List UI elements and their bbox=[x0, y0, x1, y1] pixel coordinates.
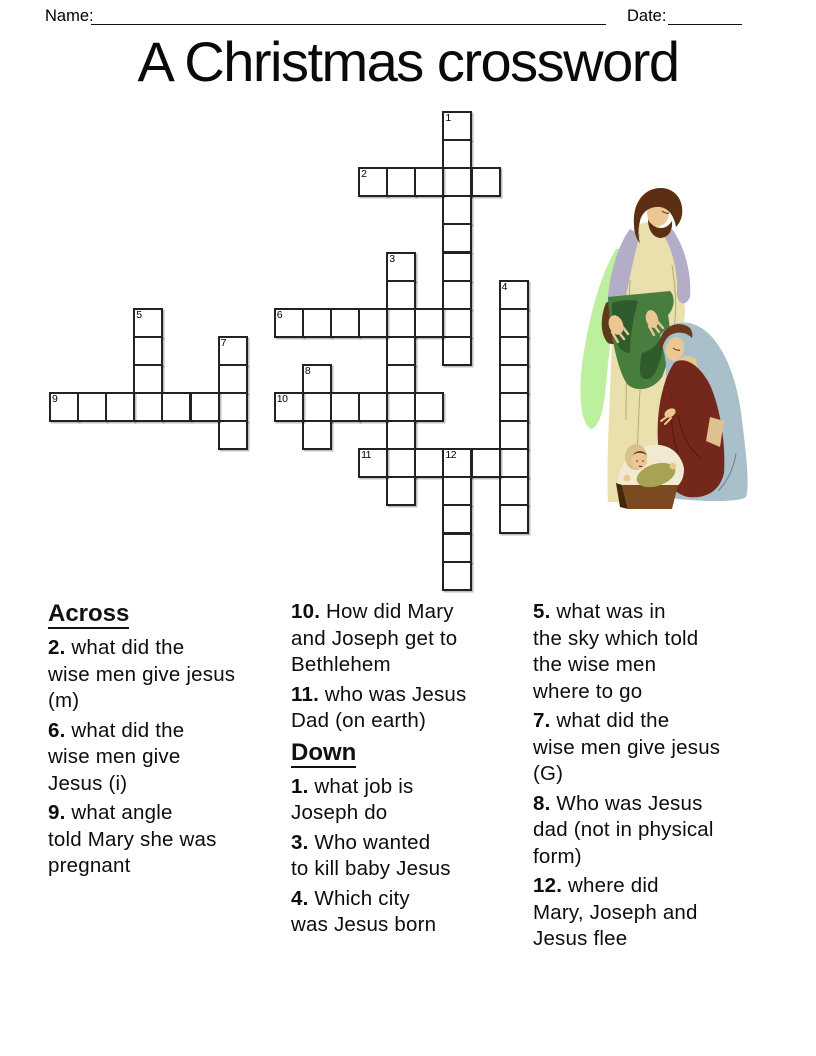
crossword-cell[interactable] bbox=[499, 448, 529, 478]
cell-number: 12 bbox=[445, 449, 457, 462]
crossword-cell[interactable] bbox=[414, 392, 444, 422]
crossword-cell[interactable] bbox=[302, 420, 332, 450]
clue: 1. what job is Joseph do bbox=[291, 774, 414, 824]
cell-number: 1 bbox=[445, 112, 451, 124]
crossword-cell[interactable] bbox=[442, 111, 472, 141]
crossword-cell[interactable] bbox=[386, 392, 416, 422]
clue: 2. what did the wise men give jesus (m) bbox=[48, 636, 236, 712]
clue: 10. How did Mary and Joseph get to Bethlehem bbox=[291, 600, 458, 676]
crossword-cell[interactable] bbox=[133, 392, 163, 422]
clue-number: 7. bbox=[533, 709, 551, 732]
crossword-cell[interactable] bbox=[442, 504, 472, 534]
clue: 7. what did the wise men give jesus (G) bbox=[533, 709, 721, 785]
cell-number: 5 bbox=[136, 308, 142, 321]
clue-number: 1. bbox=[291, 774, 309, 798]
crossword-cell[interactable] bbox=[161, 392, 191, 422]
crossword-cell[interactable] bbox=[105, 392, 135, 422]
crossword-cell[interactable] bbox=[442, 252, 472, 282]
clues-column-1 bbox=[48, 599, 291, 883]
crossword-cell[interactable] bbox=[358, 167, 388, 197]
crossword-cell[interactable] bbox=[302, 308, 332, 338]
crossword-cell[interactable] bbox=[218, 364, 248, 394]
crossword-cell[interactable] bbox=[499, 336, 529, 366]
clue-number: 10. bbox=[291, 600, 321, 623]
crossword-cell[interactable] bbox=[442, 533, 472, 563]
crossword-cell[interactable] bbox=[218, 392, 248, 422]
clue: 9. what angle told Mary she was pregnant bbox=[48, 801, 217, 877]
cell-number: 2 bbox=[361, 168, 367, 181]
clue: 8. Who was Jesus dad (not in physical form) bbox=[533, 791, 714, 868]
crossword-cell[interactable] bbox=[471, 167, 501, 197]
clue-number: 5. bbox=[533, 600, 551, 623]
clue: 11. who was Jesus Dad (on earth) bbox=[291, 682, 467, 732]
crossword-cell[interactable] bbox=[442, 167, 472, 197]
crossword-cell[interactable] bbox=[442, 280, 472, 310]
crossword-cell[interactable] bbox=[77, 392, 107, 422]
cell-number: 8 bbox=[304, 364, 311, 377]
crossword-cell[interactable] bbox=[133, 364, 163, 394]
clue-number: 2. bbox=[48, 636, 66, 659]
clue: 5. what was in the sky which told the wise men where to go bbox=[533, 600, 699, 703]
clue: 6. what did the wise men give Jesus (i) bbox=[48, 718, 185, 795]
crossword-cell[interactable] bbox=[499, 504, 529, 534]
crossword-cell[interactable] bbox=[499, 280, 529, 310]
crossword-cell[interactable] bbox=[442, 561, 472, 591]
cell-number: 4 bbox=[501, 280, 507, 293]
crossword-cell[interactable] bbox=[49, 392, 79, 422]
date-label: Date: bbox=[627, 7, 667, 25]
clue: 3. Who wanted to kill baby Jesus bbox=[291, 830, 451, 880]
cell-number: 3 bbox=[389, 252, 395, 265]
crossword-cell[interactable] bbox=[386, 308, 416, 338]
clue-number: 3. bbox=[291, 830, 309, 854]
crossword-cell[interactable] bbox=[499, 476, 529, 506]
clue-number: 11. bbox=[291, 682, 319, 706]
clue: 12. where did Mary, Joseph and Jesus flee bbox=[533, 874, 698, 950]
crossword-cell[interactable] bbox=[499, 392, 529, 422]
crossword-cell[interactable] bbox=[442, 336, 472, 366]
baby-hand-right bbox=[670, 463, 677, 470]
crossword-cell[interactable] bbox=[386, 280, 416, 310]
nativity-illustration bbox=[578, 185, 750, 510]
baby-hand-left bbox=[624, 475, 631, 482]
crossword-cell[interactable] bbox=[386, 476, 416, 506]
clues-column-3 bbox=[533, 599, 813, 956]
cell-number: 11 bbox=[361, 449, 371, 462]
crossword-cell[interactable] bbox=[358, 448, 388, 478]
crossword-cell[interactable] bbox=[302, 392, 332, 422]
crossword-cell[interactable] bbox=[133, 336, 163, 366]
crossword-cell[interactable] bbox=[414, 448, 444, 478]
crossword-cell[interactable] bbox=[442, 139, 472, 169]
crossword-cell[interactable] bbox=[414, 308, 444, 338]
crossword-cell[interactable] bbox=[358, 308, 388, 338]
clue: 4. Which city was Jesus born bbox=[291, 886, 437, 936]
crossword-cell[interactable] bbox=[499, 364, 529, 394]
crossword-cell[interactable] bbox=[302, 364, 332, 394]
name-label: Name: bbox=[45, 7, 94, 25]
clue-number: 12. bbox=[533, 874, 563, 897]
crossword-cell[interactable] bbox=[218, 336, 248, 366]
crossword-cell[interactable] bbox=[358, 392, 388, 422]
crossword-cell[interactable] bbox=[274, 392, 304, 422]
clue-number: 8. bbox=[533, 791, 551, 815]
cell-number: 7 bbox=[220, 336, 226, 349]
cell-number: 10 bbox=[276, 393, 288, 405]
crossword-cell[interactable] bbox=[274, 308, 304, 338]
crossword-cell[interactable] bbox=[386, 336, 416, 366]
crossword-cell[interactable] bbox=[133, 308, 163, 338]
crossword-cell[interactable] bbox=[386, 167, 416, 197]
clue-number: 4. bbox=[291, 886, 309, 910]
cell-number: 9 bbox=[52, 393, 58, 405]
clue-section-heading: Across bbox=[48, 600, 130, 627]
crossword-cell[interactable] bbox=[442, 195, 472, 225]
crossword-cell[interactable] bbox=[386, 420, 416, 450]
clue-section-heading: Down bbox=[291, 738, 357, 766]
crossword-cell[interactable] bbox=[330, 392, 360, 422]
crossword-cell[interactable] bbox=[442, 448, 472, 478]
crossword-cell[interactable] bbox=[190, 392, 220, 422]
crossword-cell[interactable] bbox=[218, 420, 248, 450]
clue-number: 9. bbox=[48, 801, 66, 824]
page-title: A Christmas crossword bbox=[137, 30, 679, 93]
crossword-cell[interactable] bbox=[386, 448, 416, 478]
crossword-cell[interactable] bbox=[499, 308, 529, 338]
crossword-cell[interactable] bbox=[499, 420, 529, 450]
crossword-cell[interactable] bbox=[386, 364, 416, 394]
cell-number: 6 bbox=[276, 308, 283, 321]
crossword-cell[interactable] bbox=[471, 448, 501, 478]
crossword-cell[interactable] bbox=[442, 476, 472, 506]
baby-head bbox=[631, 453, 647, 469]
clue-number: 6. bbox=[48, 718, 66, 742]
crossword-cell[interactable] bbox=[442, 223, 472, 253]
crossword-cell[interactable] bbox=[414, 167, 444, 197]
crossword-cell[interactable] bbox=[442, 308, 472, 338]
crossword-cell[interactable] bbox=[386, 252, 416, 282]
crossword-cell[interactable] bbox=[330, 308, 360, 338]
clues-column-2 bbox=[291, 599, 533, 942]
manger-front bbox=[622, 485, 678, 509]
